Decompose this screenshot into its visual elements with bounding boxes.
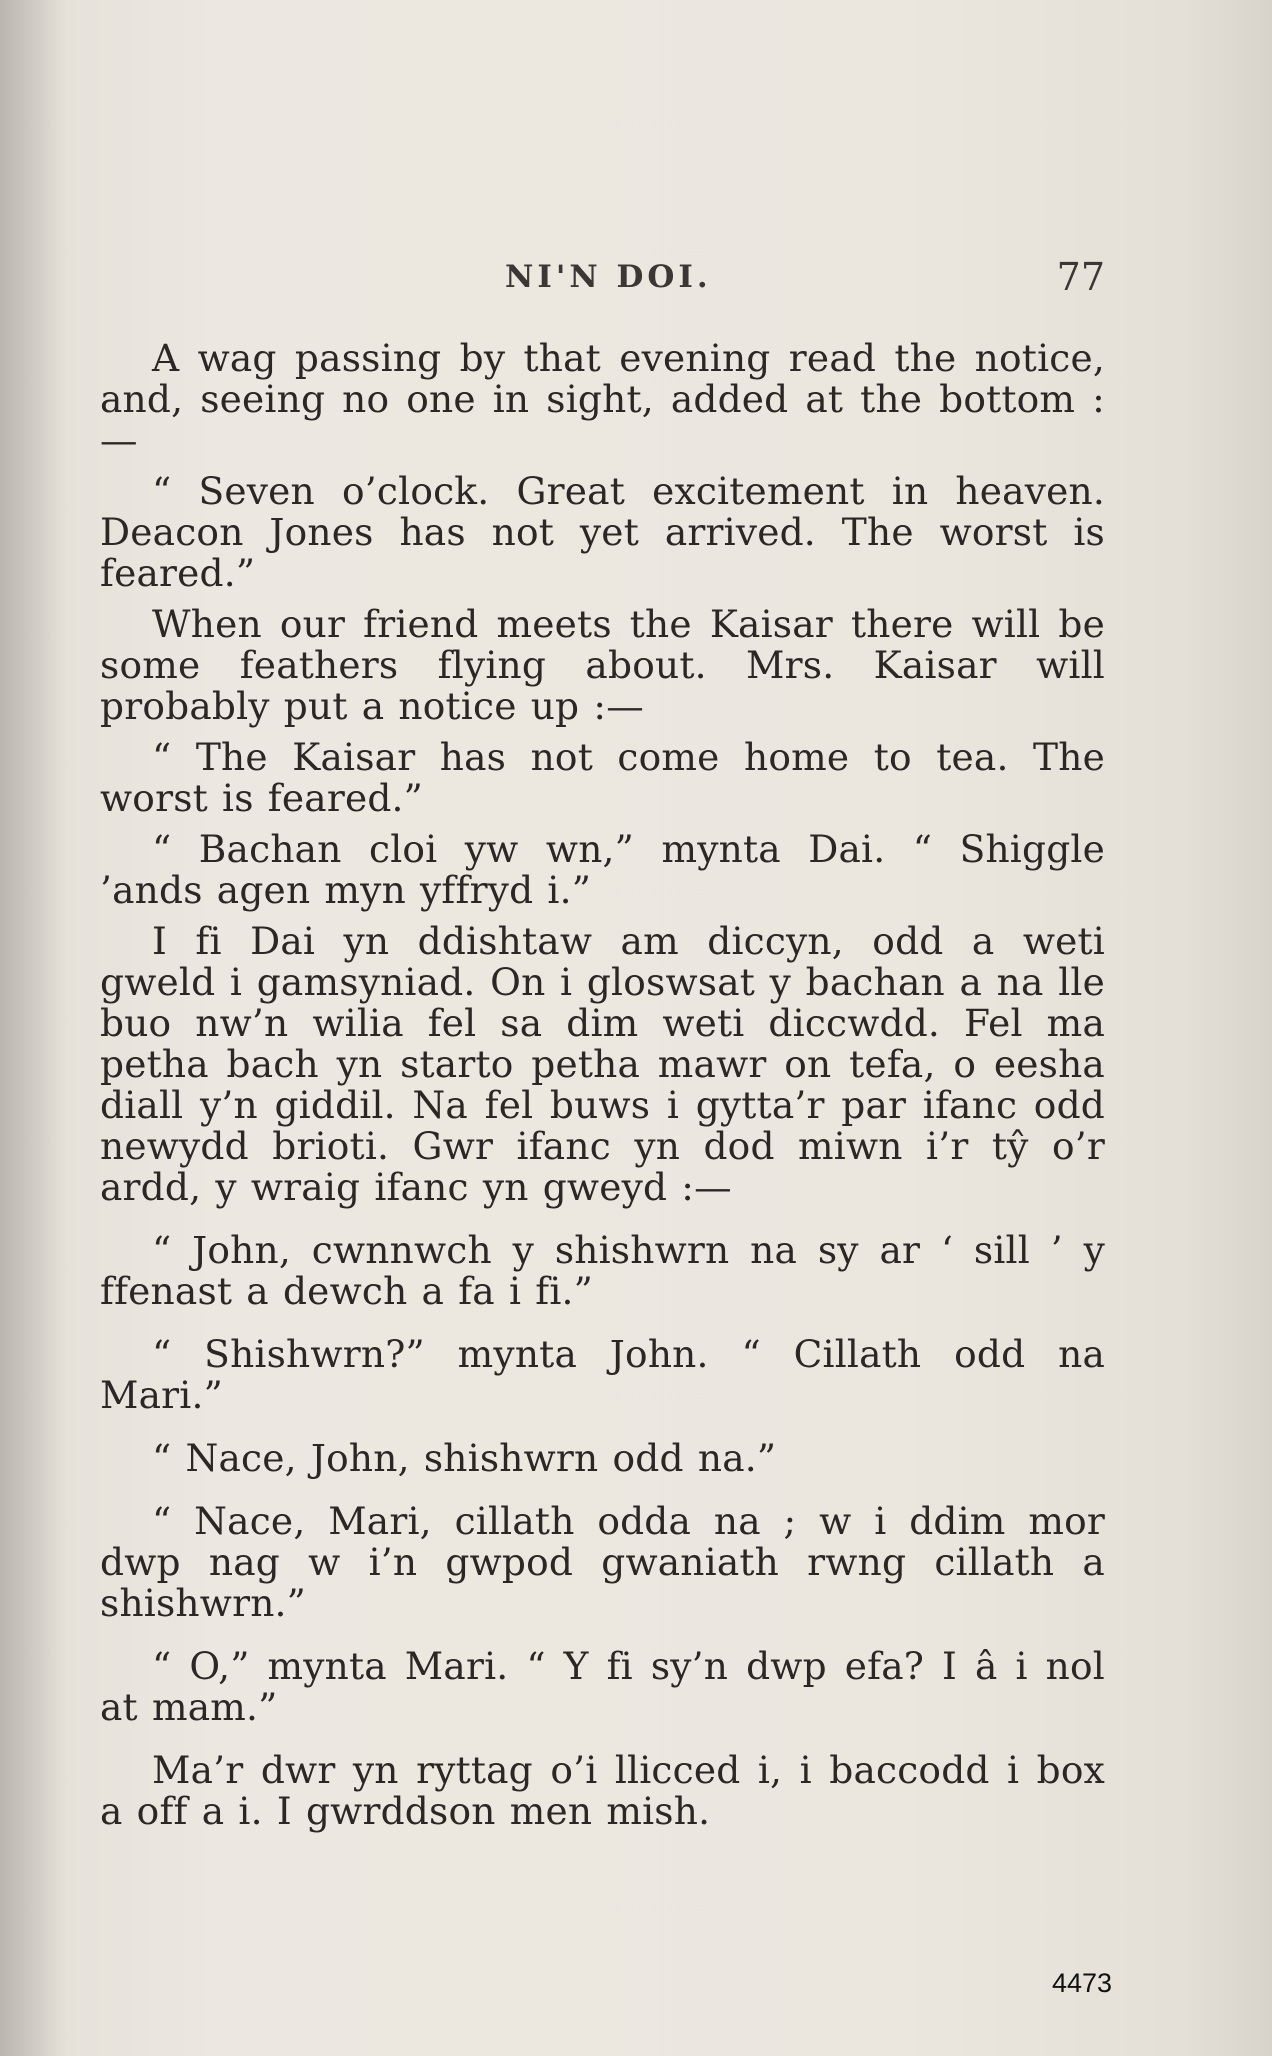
paragraph: “ O,” mynta Mari. “ Y fi sy’n dwp efa? I â i nol at mam.”	[100, 1644, 1105, 1729]
paragraph: “ Nace, Mari, cillath odda na ; w i ddim mor dwp nag w i’n gwpod gwaniath rwng cillath a shishwrn.”	[100, 1499, 1105, 1625]
paragraph: I fi Dai yn ddishtaw am diccyn, odd a weti gweld i gamsyniad. On i gloswsat y bachan a na lle buo nw’n wilia fel sa dim weti diccwdd. Fel ma petha bach yn starto petha mawr on tefa, o eesha diall y’n giddil. Na fel buws i gytta’r par ifanc odd newydd brioti. Gwr ifanc yn dod miwn i’r tŷ o’r ardd, y wraig ifanc yn gweyd :—	[100, 919, 1105, 1209]
paragraph: “ The Kaisar has not come home to tea. The worst is feared.”	[100, 735, 1105, 820]
body-text	[100, 338, 1105, 1832]
paragraph: When our friend meets the Kaisar there will be some feathers flying about. Mrs. Kaisar will probably put a notice up :—	[100, 602, 1105, 728]
paragraph: “ Shishwrn?” mynta John. “ Cillath odd na Mari.”	[100, 1332, 1105, 1417]
paragraph: “ Seven o’clock. Great excitement in heaven. Deacon Jones has not yet arrived. The worst is feared.”	[100, 469, 1105, 595]
running-head	[100, 255, 1105, 305]
page-gutter-shadow	[0, 0, 70, 2056]
paragraph: “ Nace, John, shishwrn odd na.”	[152, 1436, 777, 1480]
paragraph: “ John, cwnnwch y shishwrn na sy ar ‘ sill ’ y ffenast a dewch a fa i fi.”	[100, 1228, 1105, 1313]
catalog-number: 4473	[1052, 1968, 1113, 1998]
paragraph: A wag passing by that evening read the notice, and, seeing no one in sight, added at the bottom :—	[100, 336, 1105, 462]
paragraph: “ Bachan cloi yw wn,” mynta Dai. “ Shiggle ’ands agen myn yffryd i.”	[100, 827, 1105, 912]
chapter-title: NI'N DOI.	[505, 259, 712, 295]
paragraph: Ma’r dwr yn ryttag o’i llicced i, i baccodd i box a off a i. I gwrddson men mish.	[100, 1748, 1105, 1833]
page-number: 77	[1056, 255, 1105, 299]
